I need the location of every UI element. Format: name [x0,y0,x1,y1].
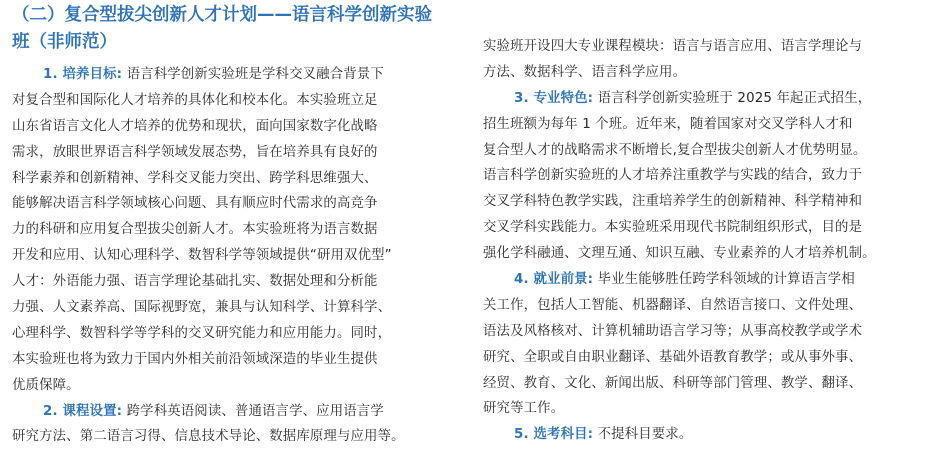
left-column [12,0,452,450]
paragraph-features [483,86,923,112]
text-line: 实验班开设四大专业课程模块：语言与语言应用、语言学理论与 [483,39,863,54]
paragraph-training-goal [12,62,452,88]
text-line: 山东省语言文化人才培养的优势和现状，面向国家数字化战略 [12,118,378,134]
right-column [483,0,923,448]
label-training-goal: 1. 培养目标: [43,67,123,82]
text-line: 语言科学创新实验班的人才培养注重教学与实践的结合，致力于 [483,168,863,184]
paragraph-curriculum [12,399,452,425]
label-curriculum: 2. 课程设置: [43,403,123,419]
text-line: 交叉学科实践能力。本实验班采用现代书院制组织形式，目的是 [483,220,863,236]
text-line: 关工作，包括人工智能、机器翻译、自然语言接口、文件处理、 [483,297,863,313]
text-line: 不提科目要求。 [597,427,693,443]
paragraph-subjects [483,422,923,448]
text-line: 跨学科英语阅读、普通语言学、应用语言学 [126,403,384,419]
text-line: 人才：外语能力强、语言学理论基础扎实、数据处理和分析能 [12,274,378,290]
text-line: 复合型人才的战略需求不断增长,复合型拔尖创新人才优势明显。 [483,142,867,158]
text-line: 能够解决语言科学领域核心问题、具有顺应时代需求的高竞争 [12,196,378,212]
label-subjects: 5. 选考科目: [514,427,594,443]
text-line: 毕业生能够胜任跨学科领域的计算语言学相 [597,272,855,288]
text-line: 研究方法、第二语言习得、信息技术导论、数据库原理与应用等。 [12,429,405,445]
text-line: 招生班额为每年 1 个班。近年来，随着国家对交叉学科人才和 [483,116,853,132]
label-features: 3. 专业特色: [514,90,594,106]
text-line: 语法及风格核对、计算机辅助语言学习等；从事高校教学或学术 [483,323,863,339]
text-line: 需求，放眼世界语言科学领域发展态势，旨在培养具有良好的 [12,144,378,160]
right-body [483,34,923,448]
text-line: 力的科研和应用复合型拔尖创新人才。本实验班将为语言数据 [12,222,378,238]
text-line: 心理科学、数智科学等学科的交叉研究能力和应用能力。同时， [12,325,392,341]
section-heading [12,2,452,56]
text-line: 研究等工作。 [483,401,565,417]
paragraph-career [483,267,923,293]
heading-line-2: 班（非师范） [12,32,117,52]
left-body [12,62,452,450]
heading-line-1: （二）复合型拔尖创新人才计划——语言科学创新实验 [12,5,432,25]
label-career: 4. 就业前景: [514,272,594,288]
text-line: 对复合型和国际化人才培养的具体化和校本化。本实验班立足 [12,92,378,108]
text-line: 优质保障。 [12,377,80,393]
text-line: 语言科学创新实验班是学科交叉融合背景下 [126,67,384,82]
text-line: 科学素养和创新精神、学科交叉能力突出、跨学科思维强大、 [12,170,378,186]
text-line: 力强、人文素养高、国际视野宽，兼具与认知科学、计算科学、 [12,300,392,316]
text-line: 开发和应用、认知心理科学、数智科学等领域提供“研用双优型” [12,248,392,264]
text-line: 方法、数据科学、语言科学应用。 [483,64,687,80]
text-line: 研究、全职或自由职业翻译、基础外语教育教学；或从事外事、 [483,349,863,365]
text-line: 经贸、教育、文化、新闻出版、科研等部门管理、教学、翻译、 [483,375,863,391]
text-line: 语言科学创新实验班于 2025 年起正式招生， [597,90,872,106]
text-line: 本实验班也将为致力于国内外相关前沿领域深造的毕业生提供 [12,351,378,367]
text-line: 强化学科融通、文理互通、知识互融、专业素养的人才培养机制。 [483,246,876,262]
text-line: 交叉学科特色教学实践，注重培养学生的创新精神、科学精神和 [483,194,863,210]
